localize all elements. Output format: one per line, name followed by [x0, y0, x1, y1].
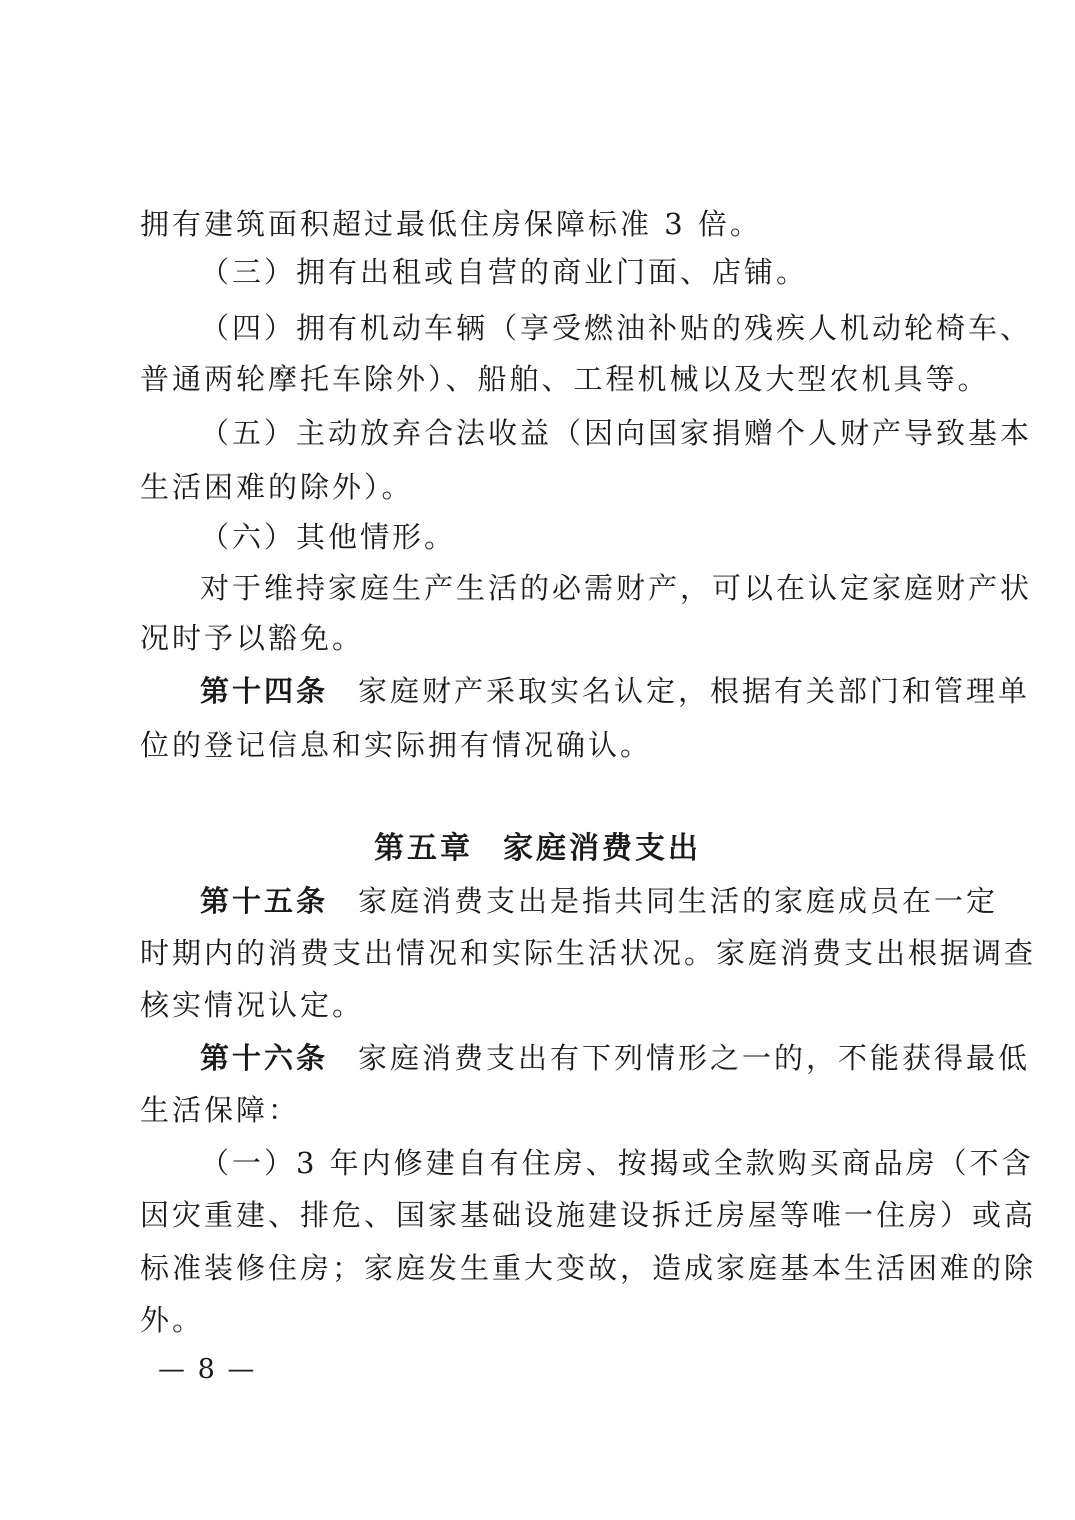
- text-line: 普通两轮摩托车除外）、船舶、工程机械以及大型农机具等。: [140, 362, 990, 396]
- article-15: [200, 873, 999, 929]
- text-line: 拥有建筑面积超过最低住房保障标准 3 倍。: [140, 207, 762, 241]
- text-line: 标准装修住房；家庭发生重大变故，造成家庭基本生活困难的除: [140, 1251, 1037, 1285]
- item-six: （六）其他情形。: [200, 520, 457, 554]
- article-text: 家庭消费支出有下列情形之一的，不能获得最低: [358, 1041, 1031, 1075]
- text-line: 因灾重建、排危、国家基础设施建设拆迁房屋等唯一住房）或高: [140, 1198, 1037, 1232]
- chapter-number: 第五章: [374, 831, 473, 866]
- paragraph-exemption: 对于维持家庭生产生活的必需财产，可以在认定家庭财产状: [200, 571, 1033, 605]
- article-label: 第十五条: [200, 884, 329, 918]
- item-three: （三）拥有出租或自营的商业门面、店铺。: [200, 255, 809, 289]
- item-five: （五）主动放弃合法收益（因向国家捐赠个人财产导致基本: [200, 416, 1033, 450]
- text-line: 核实情况认定。: [140, 988, 365, 1022]
- article-label: 第十六条: [200, 1041, 329, 1075]
- text-line: 况时予以豁免。: [140, 621, 365, 655]
- text-line: 生活困难的除外）。: [140, 470, 414, 504]
- item-four: （四）拥有机动车辆（享受燃油补贴的残疾人机动轮椅车、: [200, 311, 1033, 345]
- text-line: 生活保障：: [140, 1093, 301, 1127]
- item-one: （一）3 年内修建自有住房、按揭或全款购买商品房（不含: [200, 1146, 1034, 1180]
- text-line: 外。: [140, 1303, 205, 1337]
- article-16: [200, 1030, 1031, 1086]
- article-text: 家庭财产采取实名认定，根据有关部门和管理单: [358, 674, 1031, 708]
- article-label: 第十四条: [200, 674, 329, 708]
- text-line: 位的登记信息和实际拥有情况确认。: [140, 728, 653, 762]
- article-14: [200, 663, 1031, 719]
- text-line: 时期内的消费支出情况和实际生活状况。家庭消费支出根据调查: [140, 936, 1037, 970]
- chapter-heading: [0, 821, 1075, 877]
- chapter-title: 家庭消费支出: [503, 831, 701, 866]
- page-number: — 8 —: [158, 1354, 257, 1385]
- article-text: 家庭消费支出是指共同生活的家庭成员在一定: [358, 884, 999, 918]
